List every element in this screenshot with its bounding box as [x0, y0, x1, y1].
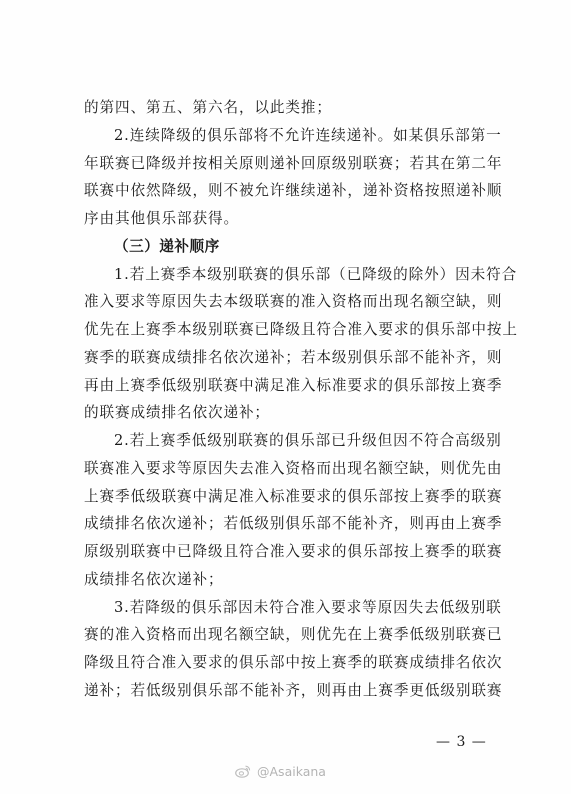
paragraph-line: 1.若上赛季本级别联赛的俱乐部（已降级的除外）因未符合: [114, 265, 518, 283]
paragraph-line: 联赛中依然降级，则不被允许继续递补，递补资格按照递补顺: [84, 182, 503, 200]
paragraph-line: 上赛季低级联赛中满足准入标准要求的俱乐部按上赛季的联赛: [84, 487, 503, 505]
paragraph-line: 准入要求等原因失去本级联赛的准入资格而出现名额空缺，则: [84, 293, 503, 311]
paragraph-line: 2.连续降级的俱乐部将不允许连续递补。如某俱乐部第一: [114, 126, 502, 144]
paragraph-line: 赛季的联赛成绩排名依次递补；若本级别俱乐部不能补齐，则: [84, 348, 503, 366]
watermark: [235, 760, 326, 782]
paragraph-line: 赛的准入资格而出现名额空缺，则优先在上赛季低级别联赛已: [84, 626, 503, 644]
paragraph-line: 成绩排名依次递补；若低级别俱乐部不能补齐，则再由上赛季: [84, 515, 503, 533]
page-number: — 3 —: [436, 734, 487, 750]
watermark-text: @Asaikana: [257, 763, 326, 779]
paragraph-line: 降级且符合准入要求的俱乐部中按上赛季的联赛成绩排名依次: [84, 654, 503, 671]
paragraph-line: 优先在上赛季本级别联赛已降级且符合准入要求的俱乐部中按上: [84, 321, 518, 338]
section-heading: （三）递补顺序: [114, 237, 220, 255]
paragraph-line: 原级别联赛中已降级且符合准入要求的俱乐部按上赛季的联赛: [84, 543, 503, 560]
weibo-logo-icon: [235, 764, 251, 778]
paragraph-line: 序由其他俱乐部获得。: [84, 210, 239, 227]
paragraph-line: 3.若降级的俱乐部因未符合准入要求等原因失去低级别联: [114, 598, 502, 616]
paragraph-line: 递补；若低级别俱乐部不能补齐，则再由上赛季更低级别联赛: [84, 681, 503, 699]
paragraph-line: 成绩排名依次递补；: [84, 570, 224, 588]
paragraph-line: 2.若上赛季低级别联赛的俱乐部已升级但因不符合高级别: [114, 432, 502, 449]
paragraph-line: 联赛准入要求等原因失去准入资格而出现名额空缺，则优先由: [84, 459, 503, 477]
paragraph-line: 再由上赛季低级别联赛中满足准入标准要求的俱乐部按上赛季: [84, 376, 503, 394]
paragraph-line: 年联赛已降级并按相关原则递补回原级别联赛；若其在第二年: [84, 154, 503, 172]
paragraph-line: 的第四、第五、第六名，以此类推；: [84, 99, 332, 116]
paragraph-line: 的联赛成绩排名依次递补；: [84, 404, 270, 422]
